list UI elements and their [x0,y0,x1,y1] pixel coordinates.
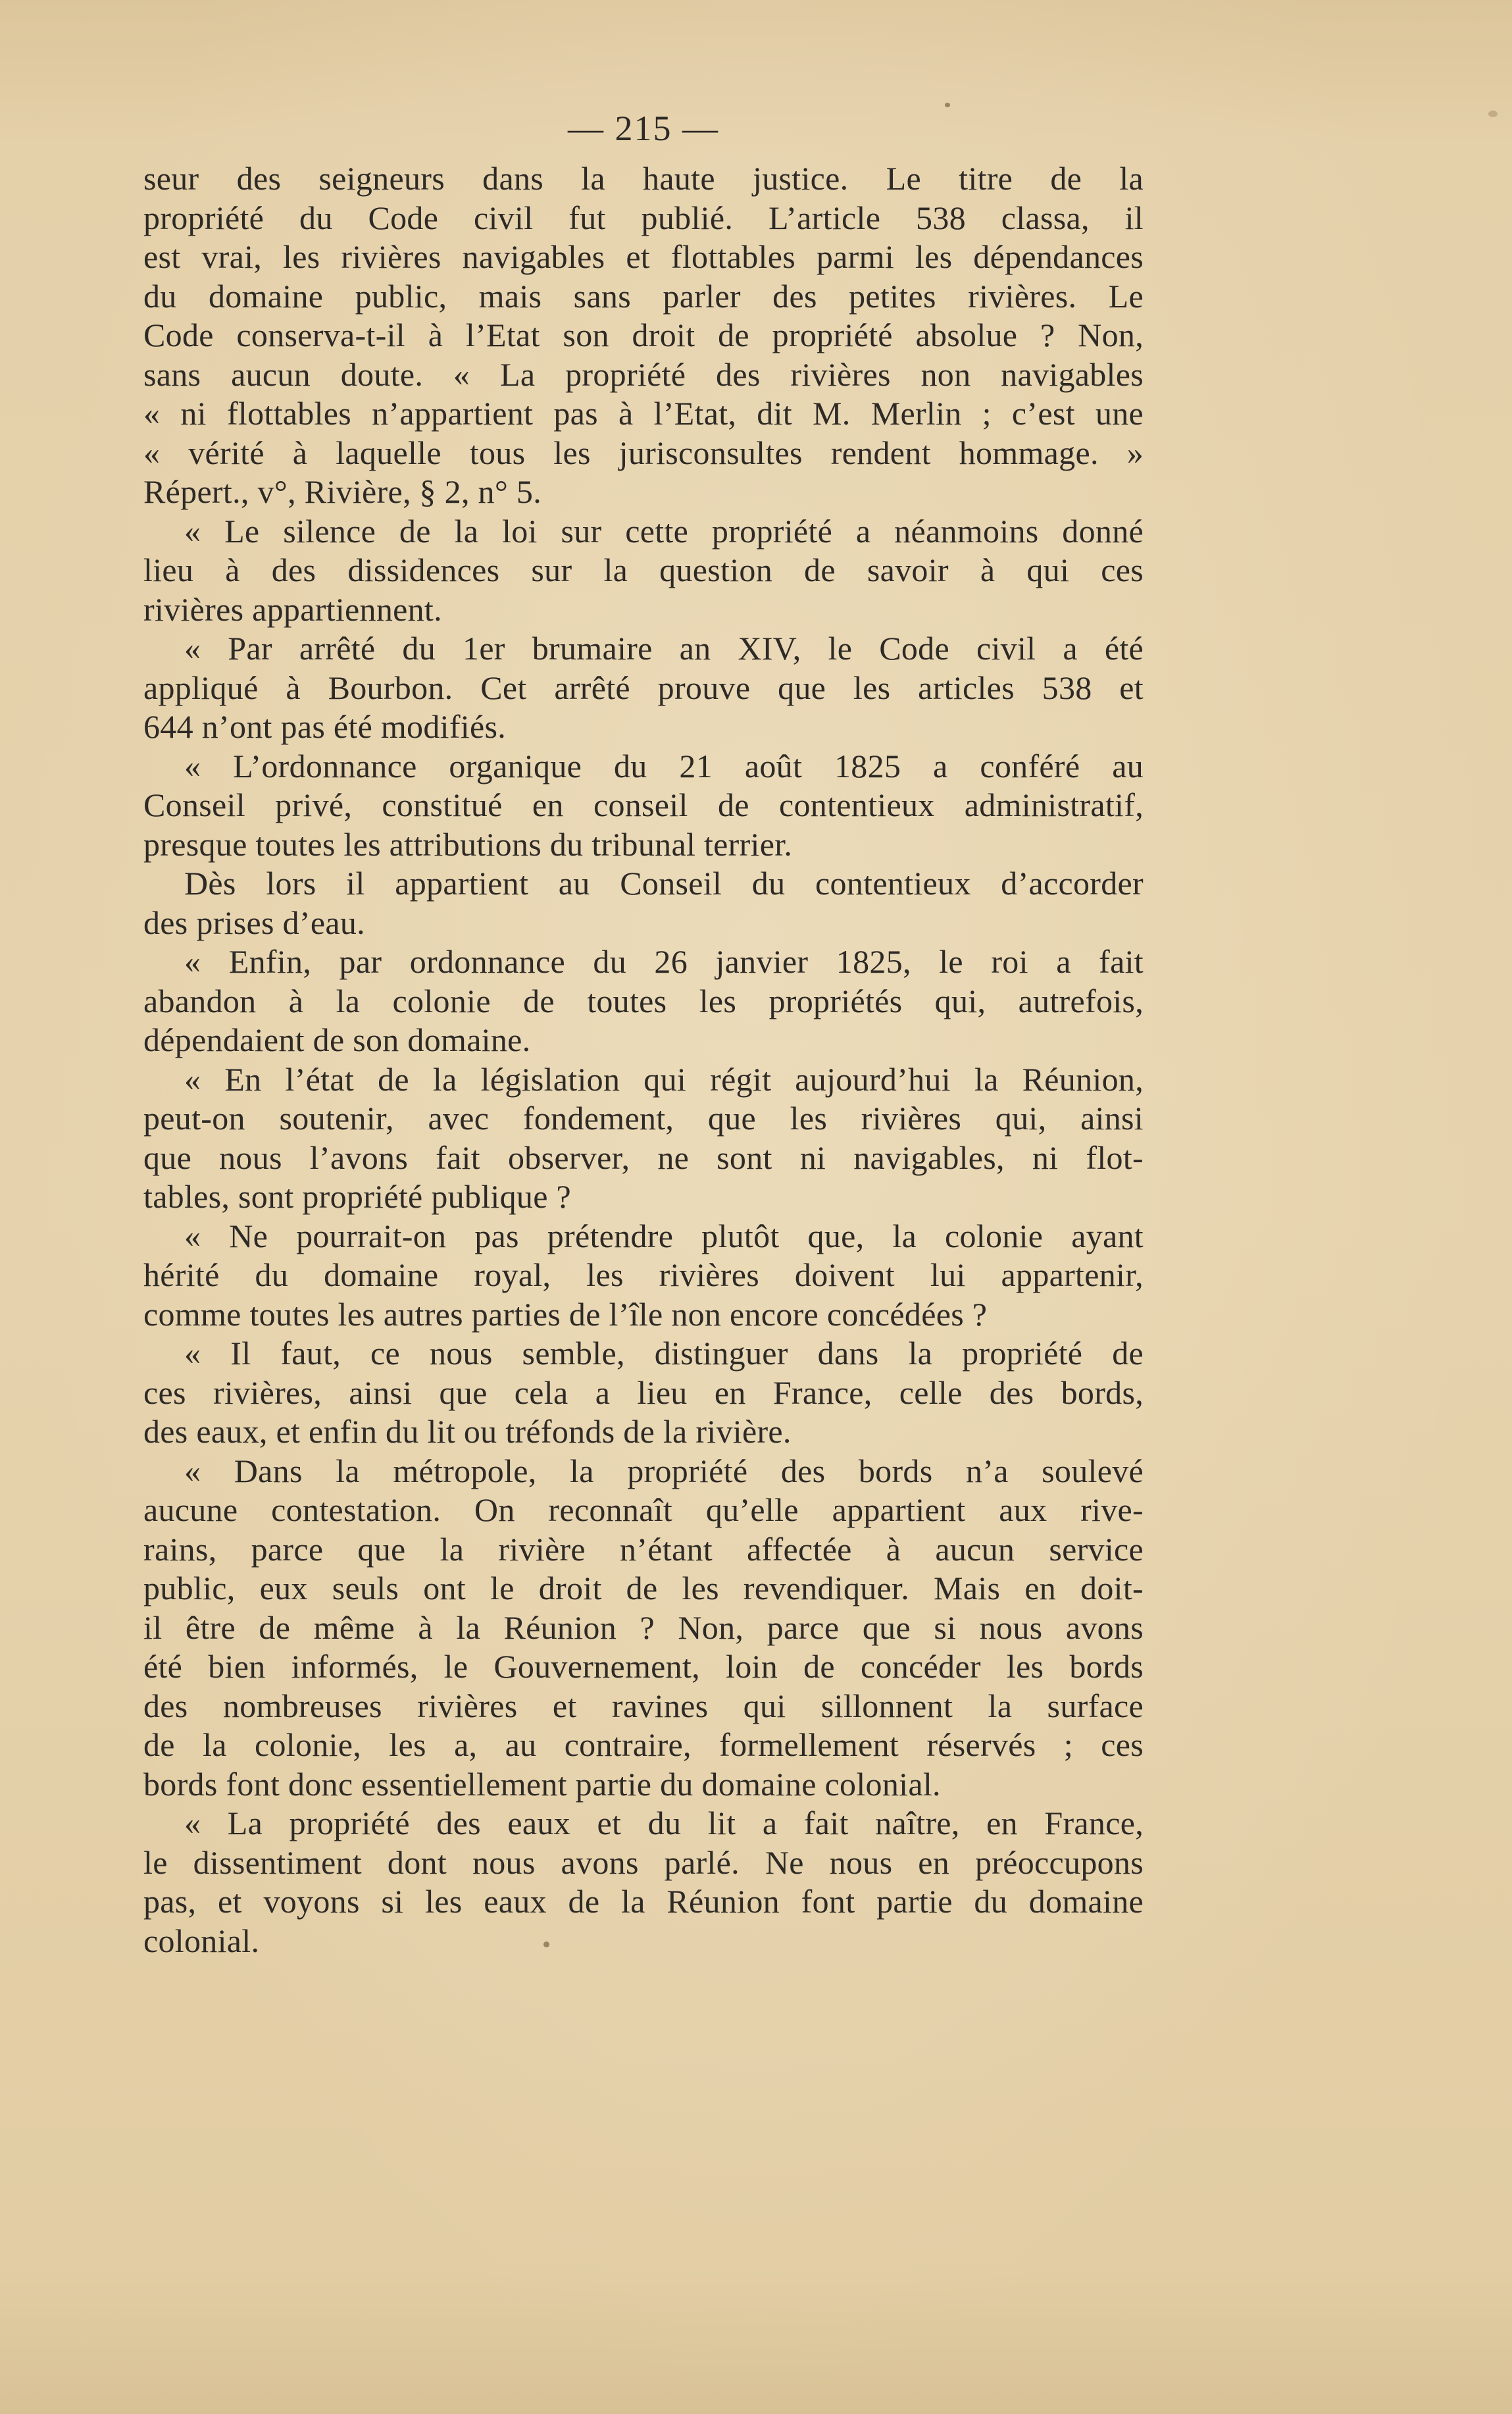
text-line: peut-on soutenir, avec fondement, que les rivières qui, ainsi [143,1100,1144,1137]
text-line: comme toutes les autres parties de l’île non encore concédées ? [143,1295,988,1333]
text-line: Répert., v°, Rivière, § 2, n° 5. [143,473,542,510]
page-text [143,159,1144,1961]
text-line: colonial. [143,1922,260,1959]
text-line: le dissentiment dont nous avons parlé. Ne nous en préoccupons [143,1843,1144,1881]
text-line: appliqué à Bourbon. Cet arrêté prouve que les articles 538 et [143,669,1144,706]
paper-blemish [1488,111,1498,117]
text-line: « La propriété des eaux et du lit a fait naître, en France, [184,1805,1144,1841]
text-line: presque toutes les attributions du tribunal terrier. [143,825,793,863]
paper-blemish [543,1941,549,1947]
text-line: Conseil privé, constitué en conseil de contentieux administratif, [143,786,1144,823]
text-line: dépendaient de son domaine. [143,1021,531,1058]
text-line: lieu à des dissidences sur la question de savoir à qui ces [143,552,1144,588]
text-line: de la colonie, les a, au contraire, formellement réservés ; ces [143,1726,1144,1763]
text-line: rains, parce que la rivière n’étant affectée à aucun service [143,1530,1144,1568]
text-line: Code conserva-t-il à l’Etat son droit de propriété absolue ? Non, [143,317,1144,353]
text-line: « Dans la métropole, la propriété des bords n’a soulevé [184,1452,1144,1489]
text-line: des eaux, et enfin du lit ou tréfonds de la rivière. [143,1413,792,1450]
text-line: 644 n’ont pas été modifiés. [143,708,507,745]
text-line: aucune contestation. On reconnaît qu’elle appartient aux rive- [143,1491,1144,1528]
text-line: « L’ordonnance organique du 21 août 1825 a conféré au [184,747,1144,784]
text-line: seur des seigneurs dans la haute justice. Le titre de la [143,160,1144,197]
text-line: Dès lors il appartient au Conseil du contentieux d’accorder [184,865,1144,902]
text-line: été bien informés, le Gouvernement, loin de concéder les bords [143,1648,1144,1685]
text-line: des nombreuses rivières et ravines qui sillonnent la surface [143,1687,1144,1724]
page-number: — 215 — [568,109,719,148]
text-line: ces rivières, ainsi que cela a lieu en France, celle des bords, [143,1374,1144,1411]
text-line: « ni flottables n’appartient pas à l’Etat, dit M. Merlin ; c’est une [143,395,1144,432]
text-line: « Par arrêté du 1er brumaire an XIV, le Code civil a été [184,630,1144,667]
text-line: abandon à la colonie de toutes les propriétés qui, autrefois, [143,982,1144,1019]
text-line: que nous l’avons fait observer, ne sont ni navigables, ni flot- [143,1139,1144,1176]
text-line: « Ne pourrait-on pas prétendre plutôt que, la colonie ayant [184,1217,1144,1254]
text-line: hérité du domaine royal, les rivières doivent lui appartenir, [143,1256,1144,1293]
book-page [143,99,1144,2336]
paper-blemish [945,103,950,107]
text-line: public, eux seuls ont le droit de les revendiquer. Mais en doit- [143,1570,1144,1606]
text-line: du domaine public, mais sans parler des petites rivières. Le [143,277,1144,315]
text-line: des prises d’eau. [143,904,365,941]
text-line: sans aucun doute. « La propriété des rivières non navigables [143,355,1144,393]
text-line: est vrai, les rivières navigables et flottables parmi les dépendances [143,238,1144,275]
text-line: tables, sont propriété publique ? [143,1178,572,1215]
text-line: il être de même à la Réunion ? Non, parce que si nous avons [143,1608,1144,1646]
text-line: rivières appartiennent. [143,590,442,628]
text-line: propriété du Code civil fut publié. L’article 538 classa, il [143,199,1144,236]
text-line: « Le silence de la loi sur cette propriété a néanmoins donné [184,512,1144,550]
text-line: pas, et voyons si les eaux de la Réunion font partie du domaine [143,1883,1144,1920]
text-line: bords font donc essentiellement partie du domaine colonial. [143,1765,941,1803]
text-line: « Enfin, par ordonnance du 26 janvier 1825, le roi a fait [184,943,1144,980]
text-line: « En l’état de la législation qui régit aujourd’hui la Réunion, [184,1060,1144,1098]
text-line: « vérité à laquelle tous les jurisconsultes rendent hommage. » [143,434,1144,471]
text-line: « Il faut, ce nous semble, distinguer dans la propriété de [184,1335,1144,1372]
